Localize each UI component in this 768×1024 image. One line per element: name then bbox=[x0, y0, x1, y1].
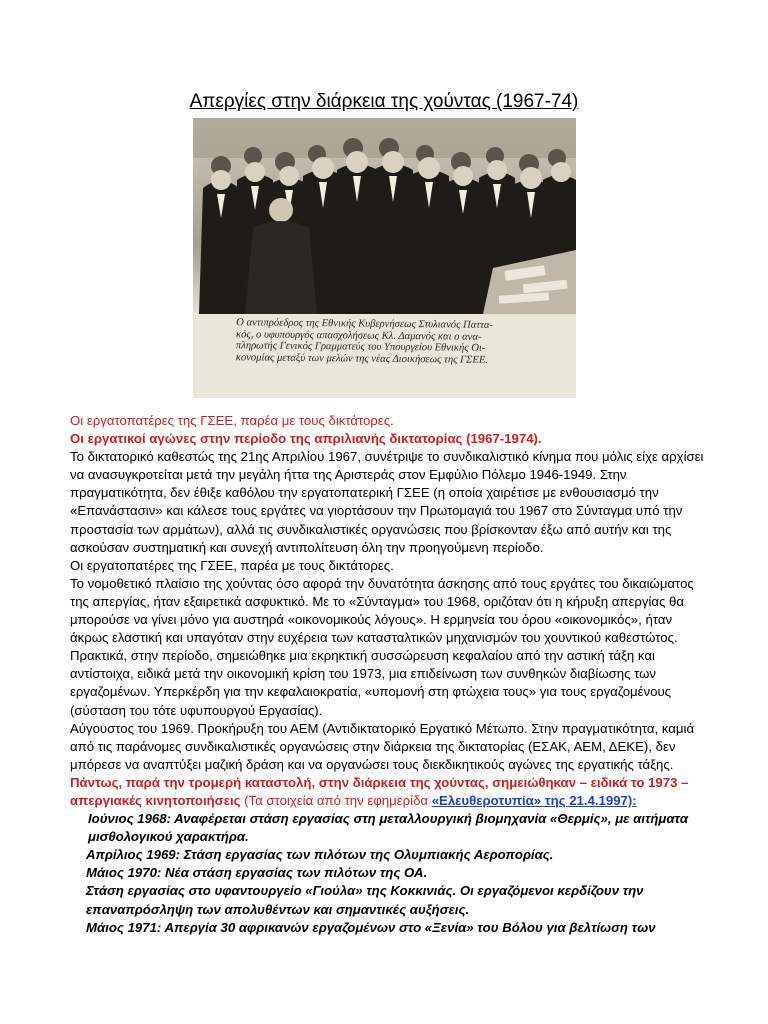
source-prefix: (Τα στοιχεία από την εφημερίδα bbox=[240, 792, 432, 808]
paragraph-dictatorship: Το δικτατορικό καθεστώς της 21ης Απριλίου 1967, συνέτριψε το συνδικαλιστικό κίνημα που μόλις είχε αρχίσει να ανασυγκροτείται μετά την μεγάλη ήττα της Αριστεράς στον Εμφύλιο Πόλεμο 1946-1949. Στην πραγματικότητα, δεν έθιξε καθόλου την εργατοπατερική ΓΣΕΕ (η οποία χαιρέτισε με ενθουσιασμό την «Επανάστασιν» και κάλεσε τους εργάτες να γιορτάσουν την Πρωτομαγιά του 1967 στο Σύνταγμα υπό την προστασία των αρμάτων), αλλά τις συνδικαλιστικές οργανώσεις που βρίσκονταν έξω από αυτήν και της ασκούσαν συστηματική και συνεχή αντιπολίτευση όλη την προηγούμενη περίοδο. bbox=[70, 449, 704, 555]
event-item: Μάιος 1971: Απεργία 30 αφρικανών εργαζομένων στο «Ξενία» του Βόλου για βελτίωση των bbox=[86, 919, 656, 935]
subtitle-collaboration: Οι εργατοπατέρες της ΓΣΕΕ, παρέα με τους δικτάτορες. bbox=[70, 413, 394, 428]
source-link[interactable]: «Ελευθεροτυπία» της 21.4.1997): bbox=[431, 792, 637, 808]
paragraph-collaboration: Οι εργατοπατέρες της ΓΣΕΕ, παρέα με τους δικτάτορες. bbox=[70, 557, 394, 573]
article-body bbox=[70, 412, 710, 937]
event-item: Ιούνιος 1968: Αναφέρεται στάση εργασίας στη μεταλλουργική βιομηχανία «Θερμίς», με αιτήματα μισθολογικού χαρακτήρα. bbox=[88, 811, 689, 845]
paragraph-legal-framework: Το νομοθετικό πλαίσιο της χούντας όσο αφορά την δυνατότητα άσκησης από τους εργάτες του δικαιώματος της απεργίας, ήταν εξαιρετικά ασφυκτικό. Με το «Σύνταγμα» του 1968, οριζόταν ότι η κήρυξη απεργίας θα μπορούσε να γίνει μόνο για αυστηρά «οικονομικούς λόγους». Η ερμηνεία του όρου «οικονομικός», ήταν άκρως ελαστική και υπαγόταν στην ευχέρεια των κατασταλτικών μηχανισμών του χουντικού καθεστώτος. Πρακτικά, στην περίοδο, σημειώθηκε μια εκρηκτική συσσώρευση κεφαλαίου από την αστική τάξη και αντίστοιχα, ειδικά μετά την οικονομική κρίση του 1973, μια επιδείνωση των συνθηκών διαβίωσης των εργαζομένων. Υπερκέρδη για την κεφαλαιοκρατία, «υπομονή στη φτώχεια τους» για τους εργαζομένους (σύσταση του τότε υφυπουργού Εργασίας). bbox=[70, 575, 694, 718]
highlight-text: Πάντως, παρά την τρομερή καταστολή, στην διάρκεια της χούντας, σημειώθηκαν – ειδικά το 1973 – απεργιακές κινητοποιήσεις bbox=[70, 774, 689, 808]
event-item: Μάιος 1970: Νέα στάση εργασίας των πιλότων της ΟΑ. bbox=[86, 865, 428, 881]
event-item: Απρίλιος 1969: Στάση εργασίας των πιλότων της Ολυμπιακής Αεροπορίας. bbox=[86, 847, 554, 863]
section-heading: Οι εργατικοί αγώνες στην περίοδο της απριλιανής δικτατορίας (1967-1974). bbox=[70, 431, 542, 447]
paragraph-strikes-intro bbox=[70, 774, 710, 810]
event-item: Στάση εργασίας στο υφαντουργείο «Γιούλα» της Κοκκινιάς. Οι εργαζόμενοι κερδίζουν την επαναπρόσληψη των απολυθέντων και σημαντικές αυξήσεις. bbox=[86, 883, 644, 917]
page-title: Απεργίες στην διάρκεια της χούντας (1967-74) bbox=[189, 91, 579, 112]
paragraph-aem: Αύγουστος του 1969. Προκήρυξη του ΑΕΜ (Αντιδικτατορικό Εργατικό Μέτωπο. Στην πραγματικότητα, καμιά από τις παράνομες συνδικαλιστικές οργανώσεις στην διάρκεια της δικτατορίας (ΕΣΑΚ, ΑΕΜ, ΔΕΚΕ), δεν μπόρεσε να αναπτύξει μαζική δράση και να οργανώσει τους διεκδικητικούς αγώνες της εργατικής τάξης. bbox=[70, 720, 695, 772]
photo-caption: Ο αντιπρόεδρος της Εθνικής Κυβερνήσεως Στυλιανός Παττα- κός, ο υφυπουργός απασχολήσεως Κλ. Δαμανός και ο ανα- πληρωτής Γενικός Γραμματεύς του Υπουργείου Εθνικής Οι- κονομίας μεταξύ των μελών της νέας Διοικήσεως της ΓΣΕΕ. bbox=[235, 317, 494, 367]
